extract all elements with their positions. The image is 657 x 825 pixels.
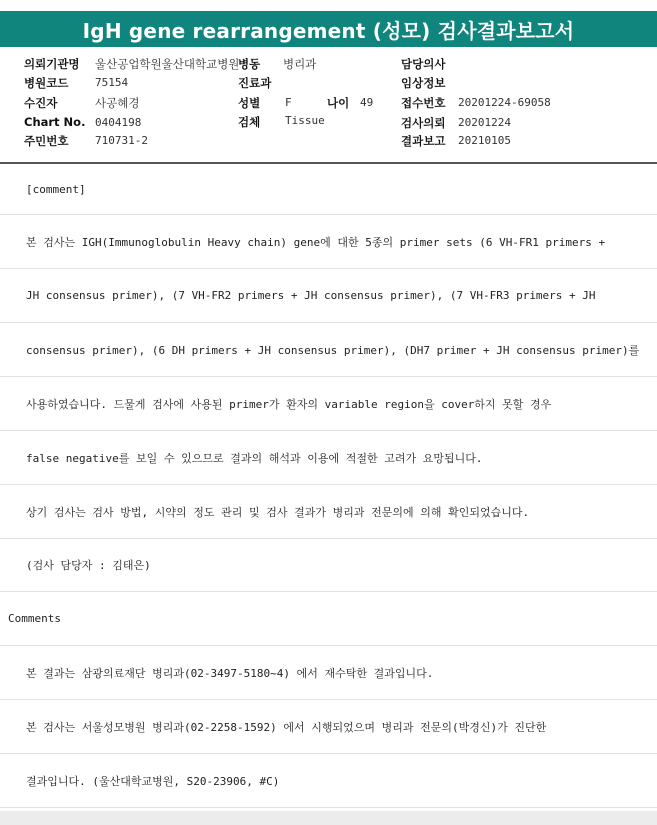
result-line [0,323,657,377]
result-line-text: 사용하였습니다. 드물게 검사에 사용된 primer가 환자의 variable region을 cover하지 못할 경우 [26,397,552,411]
result-line [0,539,657,592]
receipt-no-label: 접수번호 [401,96,446,110]
result-line-text: 본 결과는 삼광의료재단 병리과(02-3497-5180~4) 에서 재수탁한 결과입니다. [26,666,434,680]
result-line [0,431,657,485]
patient-value: 사공혜경 [95,96,140,110]
result-line-text: (검사 담당자 : 김태은) [26,559,151,572]
comment-heading-row [0,164,657,215]
result-line-text: 본 검사는 서울성모병원 병리과(02-2258-1592) 에서 시행되었으며 병리과 전문의(박경신)가 진단한 [26,720,547,734]
specimen-value: Tissue [285,114,325,127]
result-line [0,700,657,754]
comments-heading-row [0,592,657,646]
result-line-text: consensus primer), (6 DH primers + JH consensus primer), (DH7 primer + JH consensus primer)를 [26,343,640,357]
id-no-value: 710731-2 [95,134,148,147]
comments-heading: Comments [8,612,61,625]
result-line [0,754,657,808]
patient-info-block [0,54,657,152]
clinical-info-label: 임상정보 [401,76,446,90]
hospital-code-label: 병원코드 [24,76,69,90]
receipt-no-value: 20201224-69058 [458,96,551,109]
result-line [0,215,657,269]
comment-heading: [comment] [26,182,86,196]
chart-no-value: 0404198 [95,116,142,129]
doctor-label: 담당의사 [401,57,446,71]
result-line-text: false negative를 보일 수 있으므로 결과의 해석과 이용에 적절한 고려가 요망됩니다. [26,451,483,465]
id-no-label: 주민번호 [24,134,69,148]
request-date-label: 검사의뢰 [401,116,446,130]
dept-label: 진료과 [238,76,272,90]
hospital-value: 울산공업학원울산대학교병원 [95,57,240,71]
age-label: 나이 [327,96,350,110]
report-title: IgH gene rearrangement (성모) 검사결과보고서 [0,11,657,47]
sex-label: 성별 [238,96,261,110]
patient-label: 수진자 [24,96,58,110]
age-value: 49 [360,96,374,109]
request-date-value: 20201224 [458,116,511,129]
hospital-code-value: 75154 [95,76,129,89]
result-line-text: 결과입니다. (울산대학교병원, S20-23906, #C) [26,774,280,788]
report-date-label: 결과보고 [401,134,446,148]
ward-value: 병리과 [283,57,317,71]
report-date-value: 20210105 [458,134,511,147]
result-line-text: JH consensus primer), (7 VH-FR2 primers + JH consensus primer), (7 VH-FR3 primers + JH [26,289,596,302]
result-line [0,485,657,539]
chart-no-label: Chart No. [24,115,86,129]
hospital-label: 의뢰기관명 [24,57,80,71]
sex-value: F [285,96,292,109]
specimen-label: 검체 [238,115,261,129]
result-line-text: 본 검사는 IGH(Immunoglobulin Heavy chain) gene에 대한 5종의 primer sets (6 VH-FR1 primers + [26,235,606,249]
result-line [0,269,657,323]
ward-label: 병동 [238,57,261,71]
result-line-text: 상기 검사는 검사 방법, 시약의 정도 관리 및 검사 결과가 병리과 전문의에 의해 확인되었습니다. [26,505,530,519]
result-line [0,377,657,431]
result-line [0,646,657,700]
bottom-scroll-strip [0,811,657,825]
